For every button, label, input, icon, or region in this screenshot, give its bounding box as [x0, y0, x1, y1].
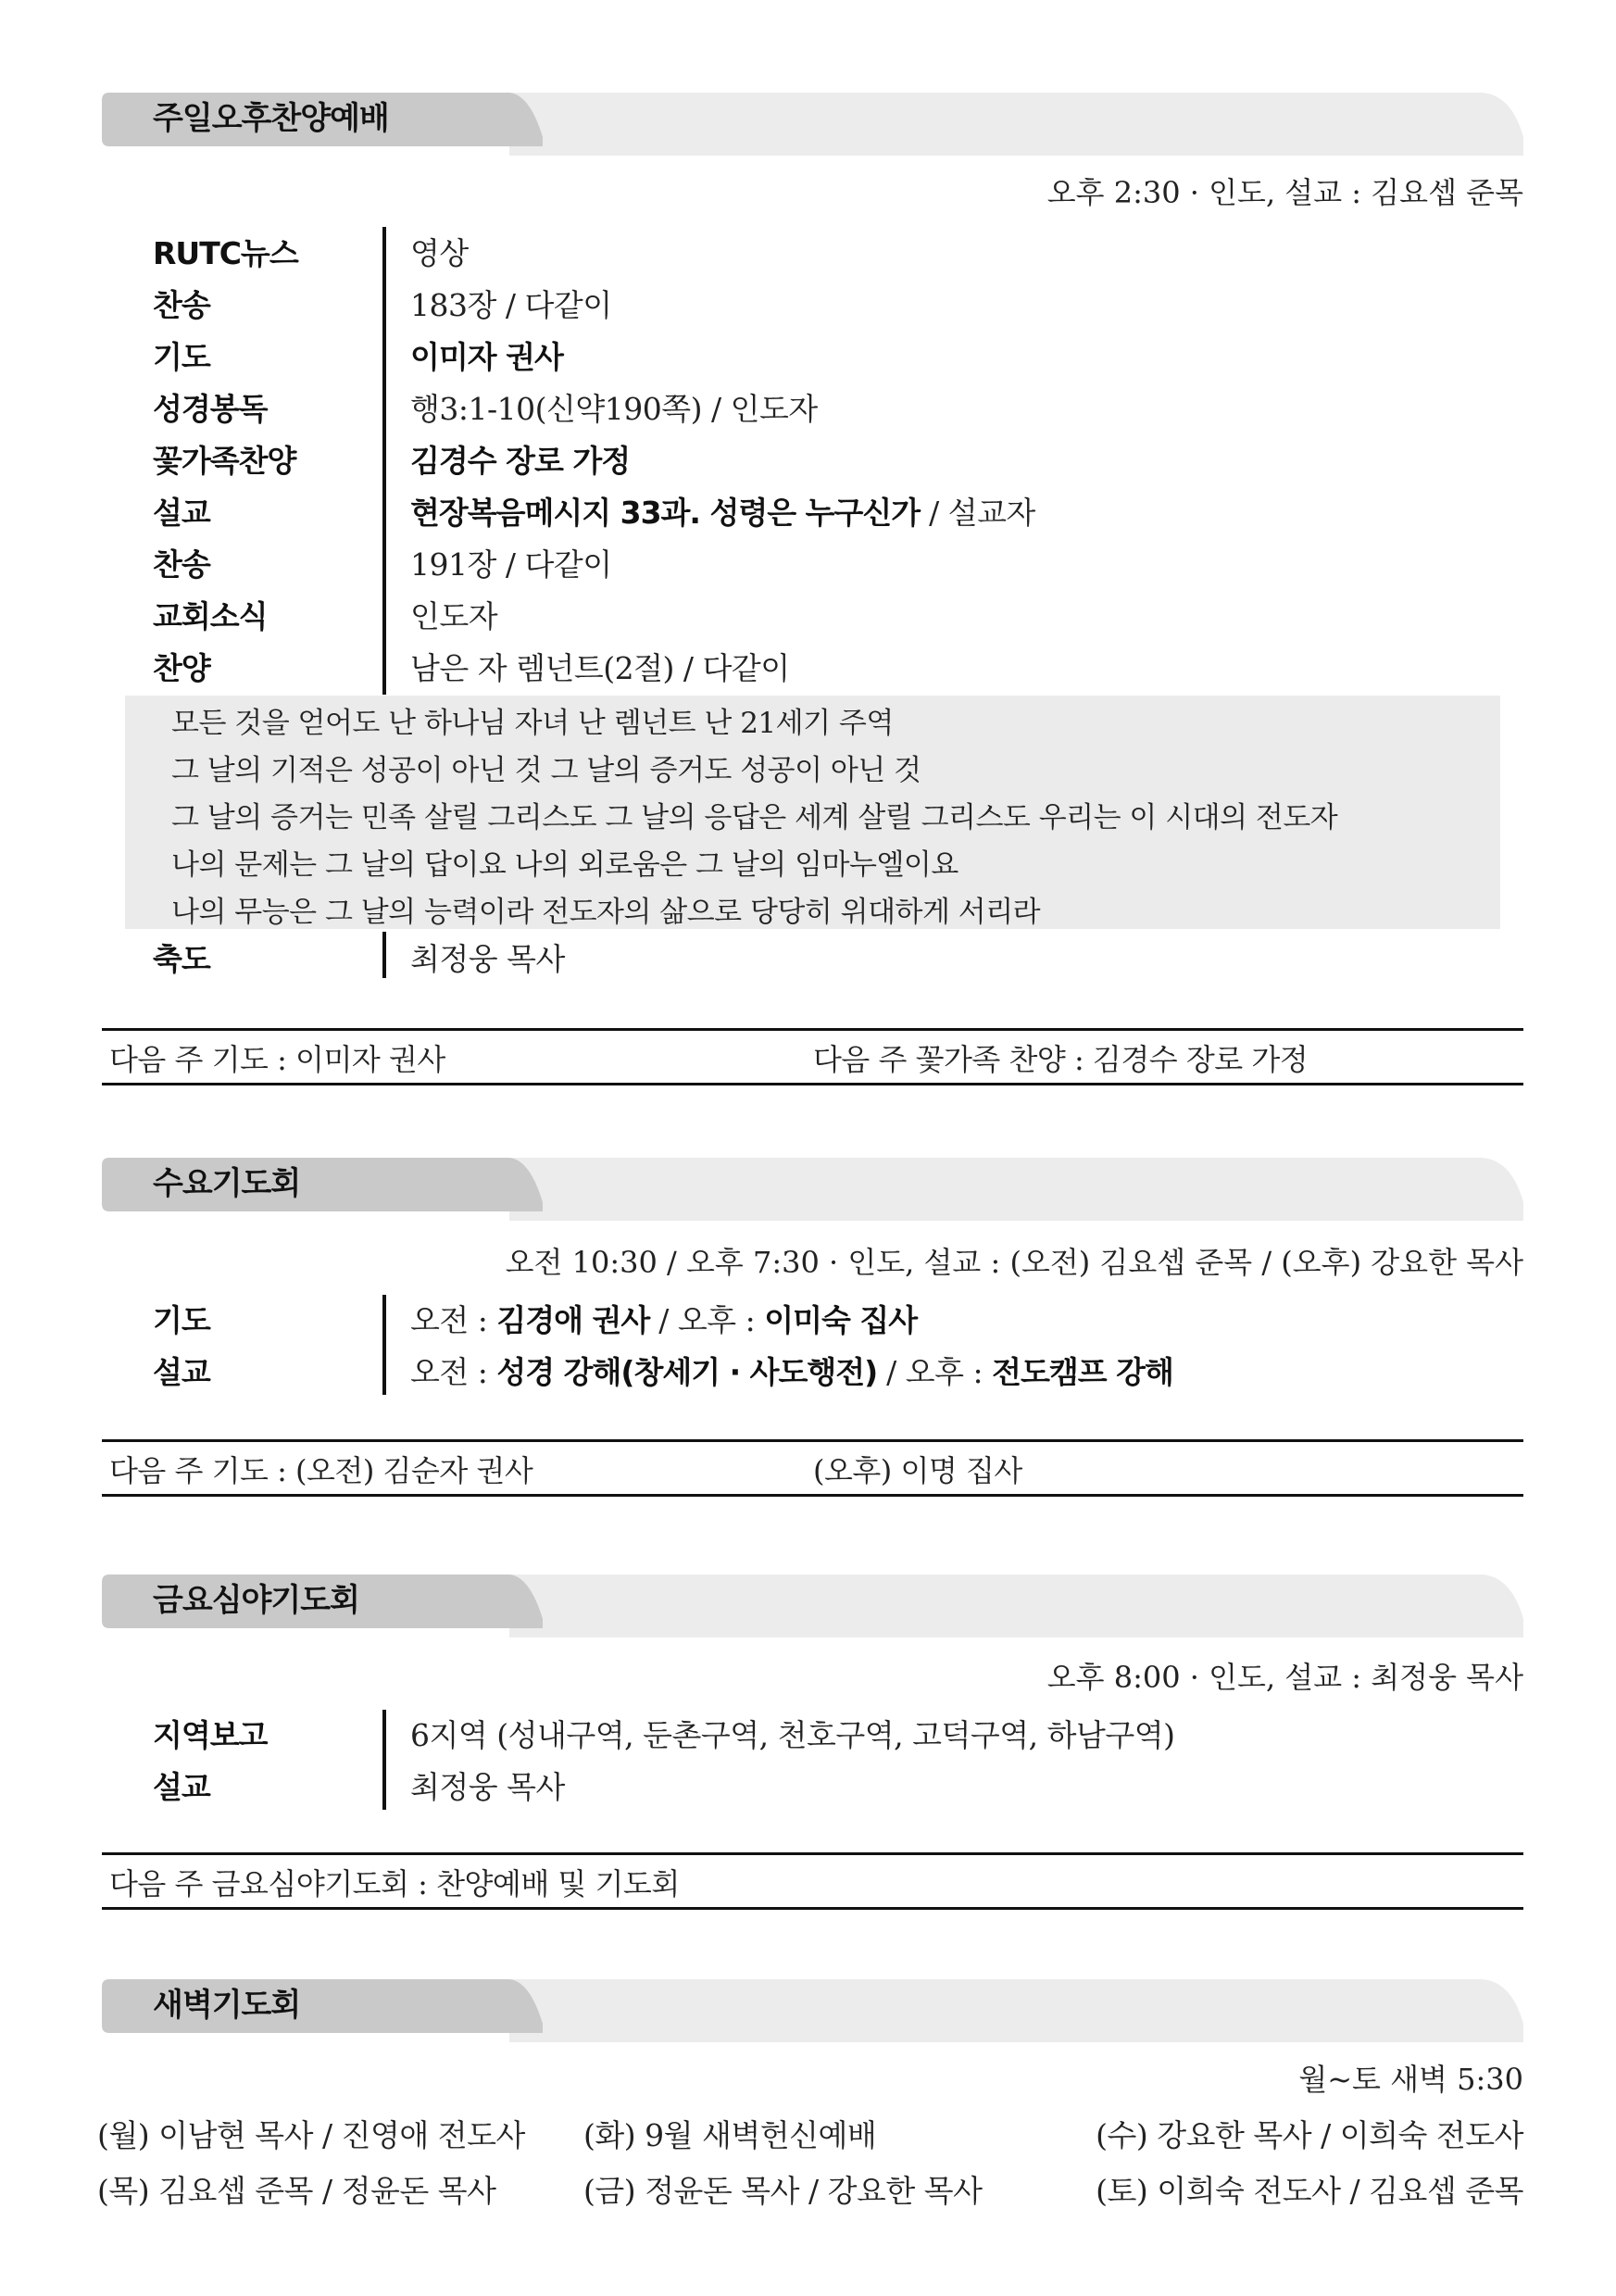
section-banner — [102, 1563, 1523, 1628]
service-time: 월~토 새벽 5:30 — [1298, 2062, 1523, 2097]
row-label: 기도 — [153, 339, 210, 375]
next-week-notice — [102, 1028, 1523, 1085]
dawn-schedule-item: (화) 9월 새벽헌신예배 — [583, 2117, 877, 2153]
row-label: 성경봉독 — [153, 391, 268, 427]
row-value: 현장복음메시지 33과. 성령은 누구신가 / 설교자 — [410, 495, 1035, 531]
wednesday-section — [102, 1147, 1523, 1499]
service-time: 오후 8:00 · 인도, 설교 : 최정웅 목사 — [1046, 1660, 1523, 1695]
notice-right: 다음 주 꽃가족 찬양 : 김경수 장로 가정 — [813, 1042, 1309, 1077]
row-label: 축도 — [153, 941, 210, 977]
row-label: 설교 — [153, 1354, 210, 1390]
lyric-line: 나의 무능은 그 날의 능력이라 전도자의 삶으로 당당히 위대하게 서리라 — [171, 896, 1041, 929]
section-title: 주일오후찬양예배 — [153, 100, 389, 137]
notice-left: 다음 주 금요심야기도회 : 찬양예배 및 기도회 — [109, 1866, 680, 1901]
service-time: 오전 10:30 / 오후 7:30 · 인도, 설교 : (오전) 김요셉 준목 / (오후) 강요한 목사 — [505, 1245, 1523, 1280]
row-label: 설교 — [153, 1769, 210, 1805]
service-time: 오후 2:30 · 인도, 설교 : 김요셉 준목 — [1046, 175, 1523, 210]
row-value: 영상 — [410, 235, 469, 271]
section-title: 수요기도회 — [153, 1165, 301, 1202]
section-title: 금요심야기도회 — [153, 1582, 359, 1619]
lyric-line: 나의 문제는 그 날의 답이요 나의 외로움은 그 날의 임마누엘이요 — [171, 848, 958, 882]
row-value: 오전 : 성경 강해(창세기 · 사도행전) / 오후 : 전도캠프 강해 — [410, 1354, 1173, 1390]
next-week-notice — [102, 1439, 1523, 1497]
section-title: 새벽기도회 — [153, 1987, 301, 2024]
row-label: 교회소식 — [153, 598, 268, 634]
next-week-notice — [102, 1852, 1523, 1910]
notice-left: 다음 주 기도 : 이미자 권사 — [109, 1042, 445, 1077]
row-label: 설교 — [153, 495, 210, 531]
lyrics-box — [125, 696, 1500, 929]
lyric-line: 그 날의 증거는 민족 살릴 그리스도 그 날의 응답은 세계 살릴 그리스도 우리는 이 시대의 전도자 — [171, 801, 1338, 834]
dawn-schedule-item: (월) 이남현 목사 / 진영애 전도사 — [97, 2117, 525, 2153]
row-value: 183장 / 다같이 — [410, 287, 612, 323]
dawn-section — [97, 1968, 1523, 2246]
row-value: 최정웅 목사 — [410, 1769, 565, 1805]
sunday-section — [102, 82, 1523, 1091]
row-value: 김경수 장로 가정 — [410, 443, 631, 479]
section-banner — [102, 1147, 1523, 1211]
row-value: 이미자 권사 — [410, 339, 563, 375]
row-value: 최정웅 목사 — [410, 941, 565, 977]
notice-left: 다음 주 기도 : (오전) 김순자 권사 — [109, 1453, 533, 1488]
row-value: 오전 : 김경애 권사 / 오후 : 이미숙 집사 — [410, 1302, 918, 1338]
row-value: 남은 자 렘넌트(2절) / 다같이 — [410, 650, 790, 686]
section-banner — [102, 1968, 1523, 2033]
notice-right: (오후) 이명 집사 — [813, 1453, 1022, 1488]
row-value: 행3:1-10(신약190쪽) / 인도자 — [410, 391, 818, 427]
row-label: 꽃가족찬양 — [153, 443, 296, 479]
dawn-schedule-item: (목) 김요셉 준목 / 정윤돈 목사 — [97, 2173, 496, 2209]
row-label: 찬송 — [153, 546, 210, 583]
row-value: 191장 / 다같이 — [410, 546, 612, 583]
section-banner — [102, 82, 1523, 146]
row-label: 찬송 — [153, 287, 210, 323]
row-label: RUTC뉴스 — [153, 235, 298, 271]
row-label: 지역보고 — [153, 1717, 268, 1753]
dawn-schedule-item: (토) 이희숙 전도사 / 김요셉 준목 — [1096, 2173, 1523, 2209]
row-value: 6지역 (성내구역, 둔촌구역, 천호구역, 고덕구역, 하남구역) — [410, 1717, 1175, 1753]
dawn-schedule-item: (금) 정윤돈 목사 / 강요한 목사 — [583, 2173, 983, 2209]
row-value: 인도자 — [410, 598, 498, 634]
dawn-schedule-item: (수) 강요한 목사 / 이희숙 전도사 — [1096, 2117, 1523, 2153]
lyric-line: 그 날의 기적은 성공이 아닌 것 그 날의 증거도 성공이 아닌 것 — [171, 754, 921, 787]
lyric-line: 모든 것을 얻어도 난 하나님 자녀 난 렘넌트 난 21세기 주역 — [171, 707, 894, 740]
row-label: 기도 — [153, 1302, 210, 1338]
friday-section — [102, 1563, 1523, 1915]
row-label: 찬양 — [153, 650, 210, 686]
